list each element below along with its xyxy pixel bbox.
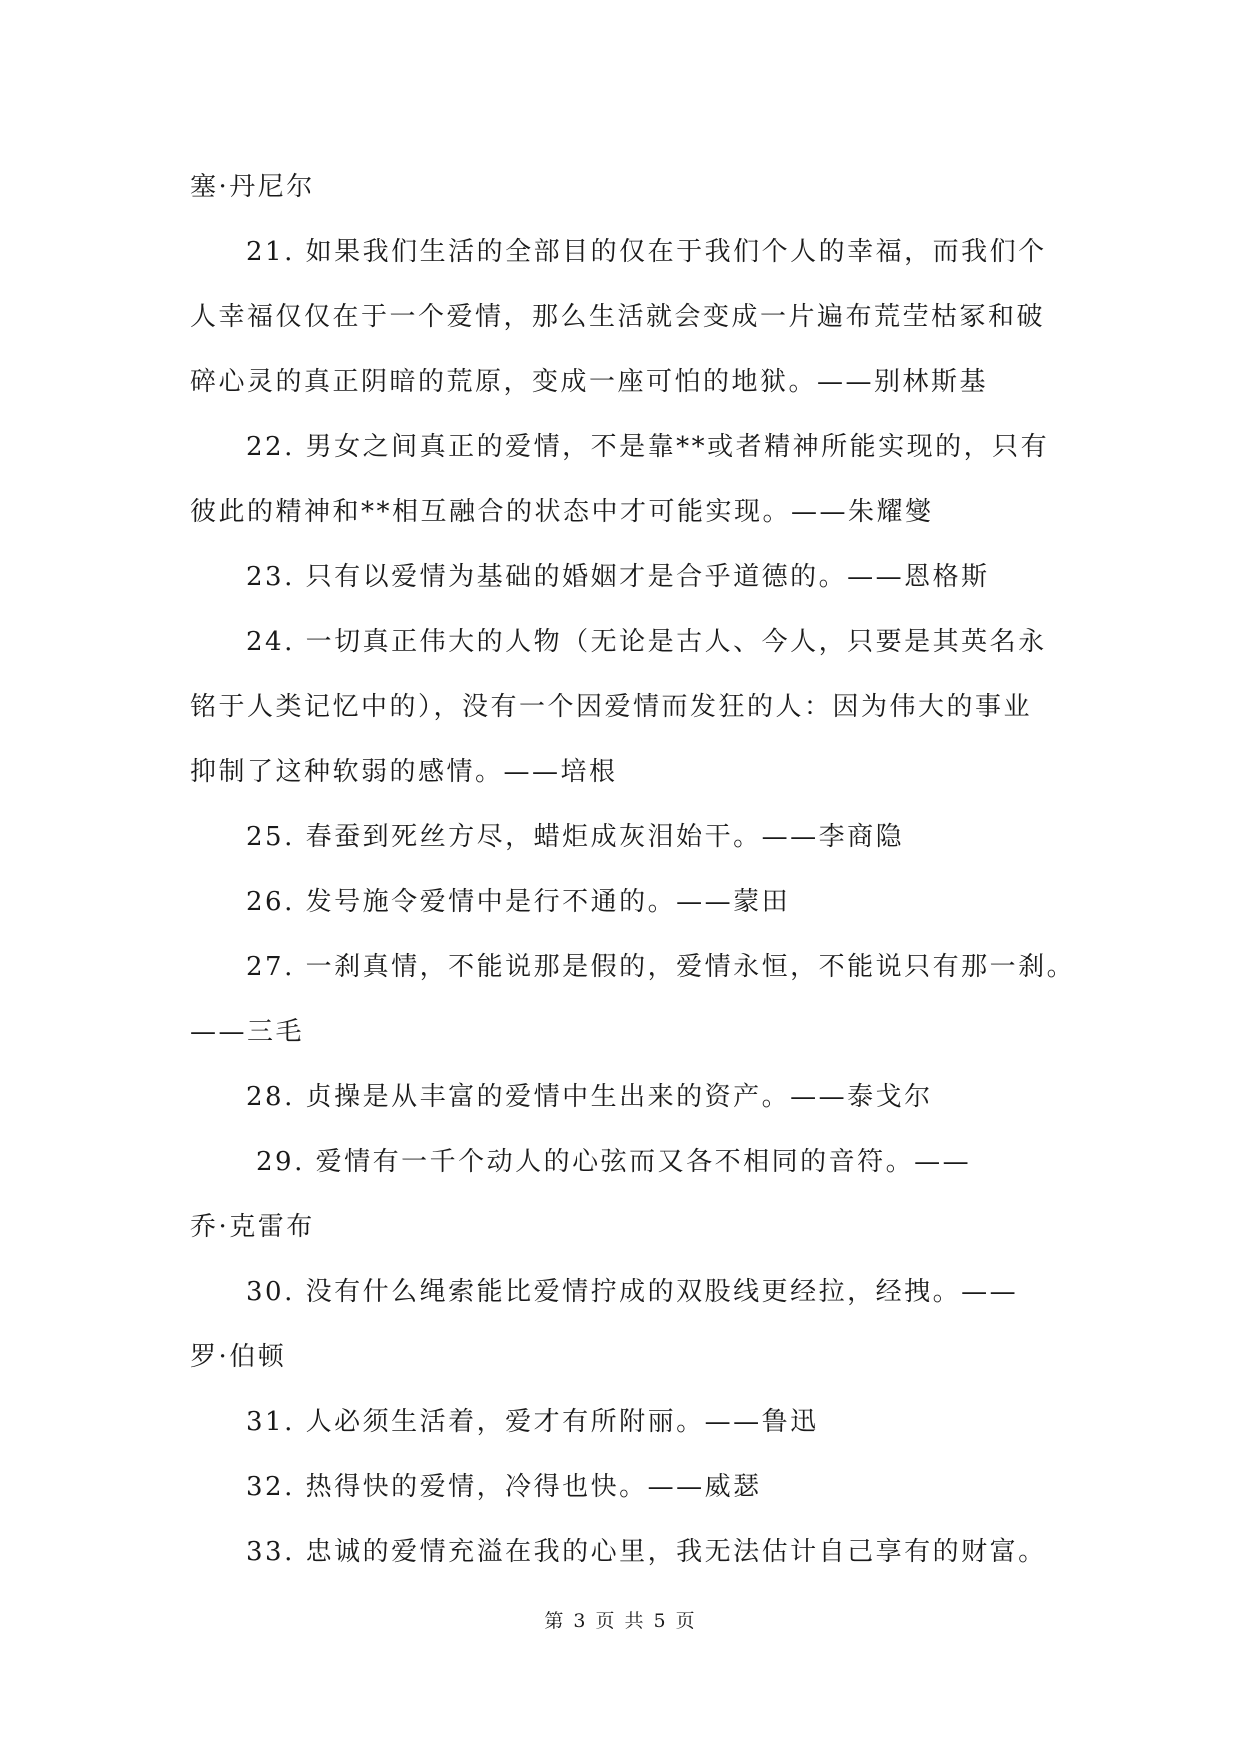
text-line: 29. 爱情有一千个动人的心弦而又各不相同的音符。——: [256, 1147, 972, 1177]
text-line: 27. 一刹真情，不能说那是假的，爱情永恒，不能说只有那一刹。: [246, 952, 1076, 982]
paragraph-28: [190, 1065, 1065, 1130]
text-line: 26. 发号施令爱情中是行不通的。——蒙田: [246, 887, 791, 917]
paragraph-23: [190, 545, 1065, 610]
text-line: 塞·丹尼尔: [190, 172, 315, 202]
text-line: 乔·克雷布: [190, 1212, 315, 1242]
text-line: 铭于人类记忆中的），没有一个因爱情而发狂的人：因为伟大的事业: [190, 692, 1033, 722]
paragraph-25: [190, 805, 1065, 870]
text-line: 24. 一切真正伟大的人物（无论是古人、今人，只要是其英名永: [246, 627, 1047, 657]
text-line: 碎心灵的真正阴暗的荒原，变成一座可怕的地狱。——别林斯基: [190, 367, 989, 397]
document-body: [190, 155, 1076, 1585]
text-line: 30. 没有什么绳索能比爱情拧成的双股线更经拉，经拽。——: [246, 1277, 1019, 1307]
paragraph-22: [190, 415, 1065, 545]
paragraph-21: [190, 220, 1065, 415]
text-line: 23. 只有以爱情为基础的婚姻才是合乎道德的。——恩格斯: [246, 562, 990, 592]
paragraph-30: [190, 1260, 1065, 1390]
paragraph-33: [190, 1520, 1065, 1585]
text-line: 25. 春蚕到死丝方尽，蜡炬成灰泪始干。——李商隐: [246, 822, 905, 852]
text-line: 31. 人必须生活着，爱才有所附丽。——鲁迅: [246, 1407, 819, 1437]
text-line: 人幸福仅仅在于一个爱情，那么生活就会变成一片遍布荒茔枯冢和破: [190, 302, 1046, 332]
page-number-footer: 第 3 页 共 5 页: [544, 1610, 697, 1632]
text-line: ——三毛: [190, 1017, 305, 1047]
paragraph-32: [190, 1455, 1065, 1520]
paragraph-29: [190, 1130, 1065, 1260]
text-line: 罗·伯顿: [190, 1342, 287, 1372]
text-line: 28. 贞操是从丰富的爱情中生出来的资产。——泰戈尔: [246, 1082, 933, 1112]
text-line: 33. 忠诚的爱情充溢在我的心里，我无法估计自己享有的财富。: [246, 1537, 1047, 1567]
text-line: 22. 男女之间真正的爱情，不是靠**或者精神所能实现的，只有: [246, 432, 1050, 462]
text-line: 21. 如果我们生活的全部目的仅在于我们个人的幸福，而我们个: [246, 237, 1047, 267]
text-line: 抑制了这种软弱的感情。——培根: [190, 757, 618, 787]
paragraph-24: [190, 610, 1065, 805]
paragraph-31: [190, 1390, 1065, 1455]
paragraph-27: [190, 935, 1076, 1065]
text-line: 彼此的精神和**相互融合的状态中才可能实现。——朱耀燮: [190, 497, 934, 527]
paragraph-20-continuation: [190, 155, 1065, 220]
text-line: 32. 热得快的爱情，冷得也快。——威瑟: [246, 1472, 762, 1502]
paragraph-26: [190, 870, 1065, 935]
